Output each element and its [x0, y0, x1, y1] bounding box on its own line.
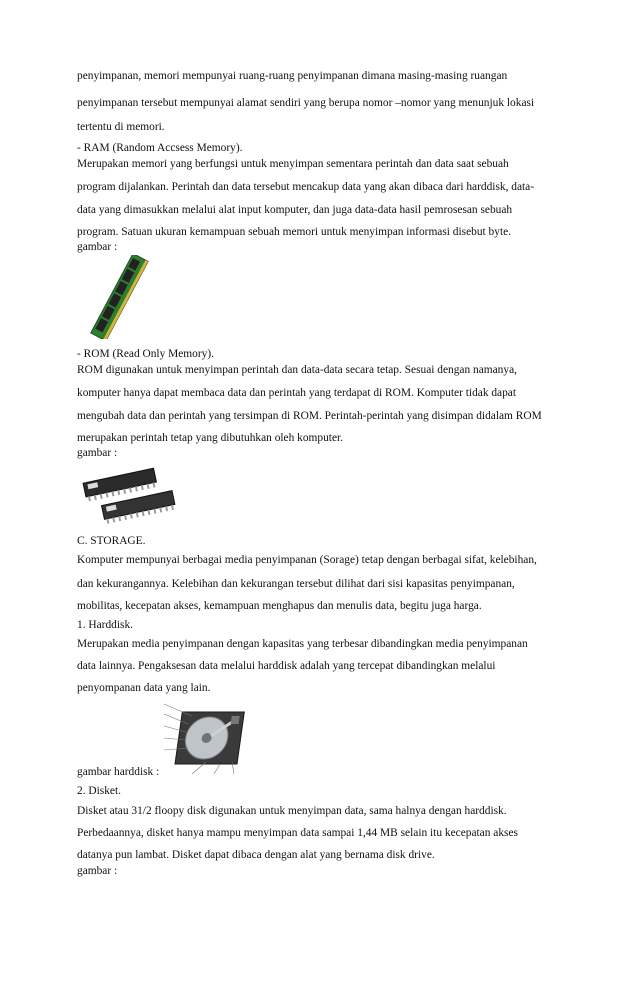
heading-ram: - RAM (Random Accsess Memory).: [77, 142, 243, 154]
text-line: merupakan perintah tetap yang dibutuhkan oleh komputer.: [77, 432, 344, 444]
rom-chips-image: [78, 464, 182, 524]
figure-caption: gambar :: [77, 241, 118, 253]
text-line: data lainnya. Pengaksesan data melalui harddisk adalah yang tercepat dibandingkan melalui: [77, 660, 496, 672]
text-line: Disket atau 31/2 floopy disk digunakan untuk menyimpan data, sama halnya dengan harddisk.: [77, 805, 507, 817]
text-line: komputer hanya dapat membaca data dan perintah yang terdapat di ROM. Komputer tidak dapat: [77, 387, 517, 399]
text-line: mobilitas, kecepatan akses, kemampuan menghapus dan menulis data, begitu juga harga.: [77, 600, 482, 612]
figure-caption: gambar :: [77, 447, 118, 459]
text-line: penyompanan data yang lain.: [77, 682, 211, 694]
text-line: penyimpanan tersebut mempunyai alamat sendiri yang berupa nomor –nomor yang menunjuk lokasi: [77, 97, 535, 109]
ram-module-image: [78, 255, 160, 339]
subheading-harddisk: 1. Harddisk.: [77, 619, 133, 631]
text-line: datanya pun lambat. Disket dapat dibaca dengan alat yang bernama disk drive.: [77, 849, 435, 861]
text-line: data yang dimasukkan melalui alat input komputer, dan juga data-data hasil pemrosesan sebuah: [77, 204, 513, 216]
text-line: mengubah data dan perintah yang tersimpan di ROM. Perintah-perintah yang disimpan didalam ROM: [77, 410, 542, 422]
text-line: ROM digunakan untuk menyimpan perintah dan data-data secara tetap. Sesuai dengan namanya,: [77, 364, 517, 376]
text-line: penyimpanan, memori mempunyai ruang-ruang penyimpanan dimana masing-masing ruangan: [77, 70, 508, 82]
text-line: program dijalankan. Perintah dan data tersebut mencakup data yang akan dibaca dari harddisk, data-: [77, 181, 535, 193]
text-line: Merupakan memori yang berfungsi untuk menyimpan sementara perintah dan data saat sebuah: [77, 158, 509, 170]
figure-caption: gambar :: [77, 865, 118, 877]
section-heading: C. STORAGE.: [77, 535, 146, 547]
figure-caption: gambar harddisk :: [77, 766, 160, 778]
text-line: program. Satuan ukuran kemampuan sebuah memori untuk menyimpan informasi disebut byte.: [77, 226, 512, 238]
subheading-disket: 2. Disket.: [77, 785, 121, 797]
text-line: tertentu di memori.: [77, 121, 165, 133]
text-line: Perbedaannya, disket hanya mampu menyimpan data sampai 1,44 MB selain itu kecepatan akses: [77, 827, 518, 839]
text-line: Komputer mempunyai berbagai media penyimpanan (Sorage) tetap dengan berbagai sifat, kelebihan,: [77, 554, 537, 566]
harddisk-image: [162, 700, 254, 776]
text-line: dan kekurangannya. Kelebihan dan kekurangan tersebut dilihat dari sisi kapasitas penyimpanan,: [77, 578, 515, 590]
text-line: Merupakan media penyimpanan dengan kapasitas yang terbesar dibandingkan media penyimpanan: [77, 638, 528, 650]
heading-rom: - ROM (Read Only Memory).: [77, 348, 214, 360]
